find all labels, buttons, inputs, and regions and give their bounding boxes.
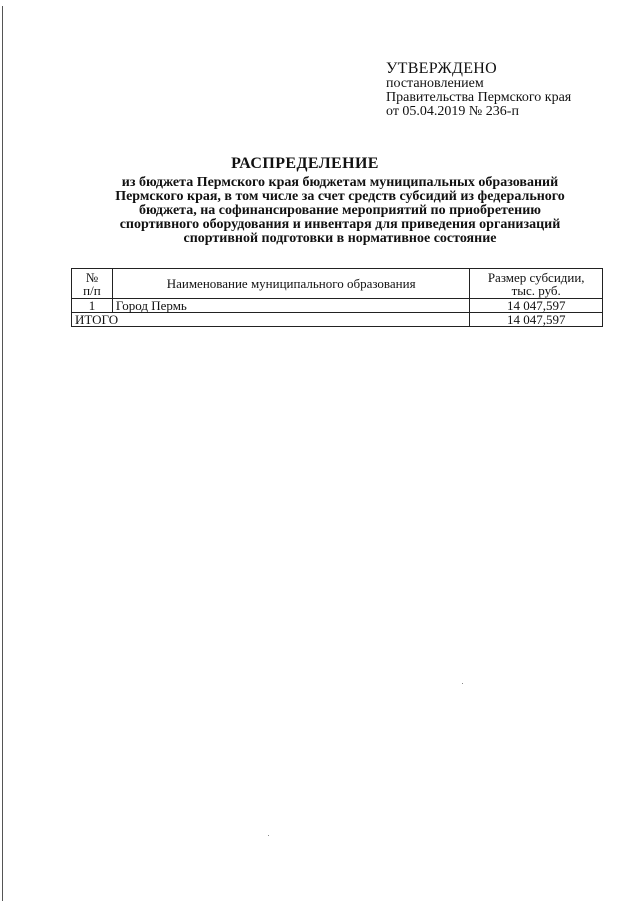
row-sum-cell: 14 047,597 — [470, 299, 603, 313]
header-name-cell: Наименование муниципального образования — [112, 269, 470, 299]
total-label-cell: ИТОГО — [72, 313, 470, 327]
table-header-row — [72, 269, 603, 299]
approval-block — [386, 60, 626, 119]
subtitle-line: бюджета, на софинансирование мероприятий по приобретению — [139, 203, 541, 218]
subtitle-line: спортивного оборудования и инвентаря для приведения организаций — [119, 217, 561, 232]
table-row — [72, 299, 603, 313]
document-subtitle — [70, 176, 610, 246]
approval-line-1: постановлением — [386, 76, 484, 91]
scan-speck — [268, 835, 269, 836]
approval-line-3: от 05.04.2019 № 236-п — [386, 104, 519, 119]
header-sum-line-2: тыс. руб. — [511, 282, 561, 298]
row-num-cell: 1 — [72, 299, 113, 313]
header-num-cell — [72, 269, 113, 299]
row-name-cell: Город Пермь — [112, 299, 470, 313]
header-num-line-1: № — [85, 269, 99, 285]
subtitle-line: Пермского края, в том числе за счет средств субсидий из федерального — [115, 189, 565, 204]
scan-speck — [462, 683, 463, 684]
subtitle-line: из бюджета Пермского края бюджетам муниципальных образований — [121, 175, 559, 190]
approval-stamp: УТВЕРЖДЕНО — [386, 60, 498, 77]
total-sum-cell: 14 047,597 — [470, 313, 603, 327]
document-title: РАСПРЕДЕЛЕНИЕ — [231, 155, 379, 172]
subtitle-line: спортивной подготовки в нормативное состояние — [183, 231, 497, 246]
header-sum-cell — [470, 269, 603, 299]
distribution-table — [71, 268, 603, 327]
header-num-line-2: п/п — [83, 282, 101, 298]
scan-edge — [2, 6, 3, 901]
approval-line-2: Правительства Пермского края — [386, 90, 572, 105]
header-sum-line-1: Размер субсидии, — [487, 269, 585, 285]
table-total-row — [72, 313, 603, 327]
